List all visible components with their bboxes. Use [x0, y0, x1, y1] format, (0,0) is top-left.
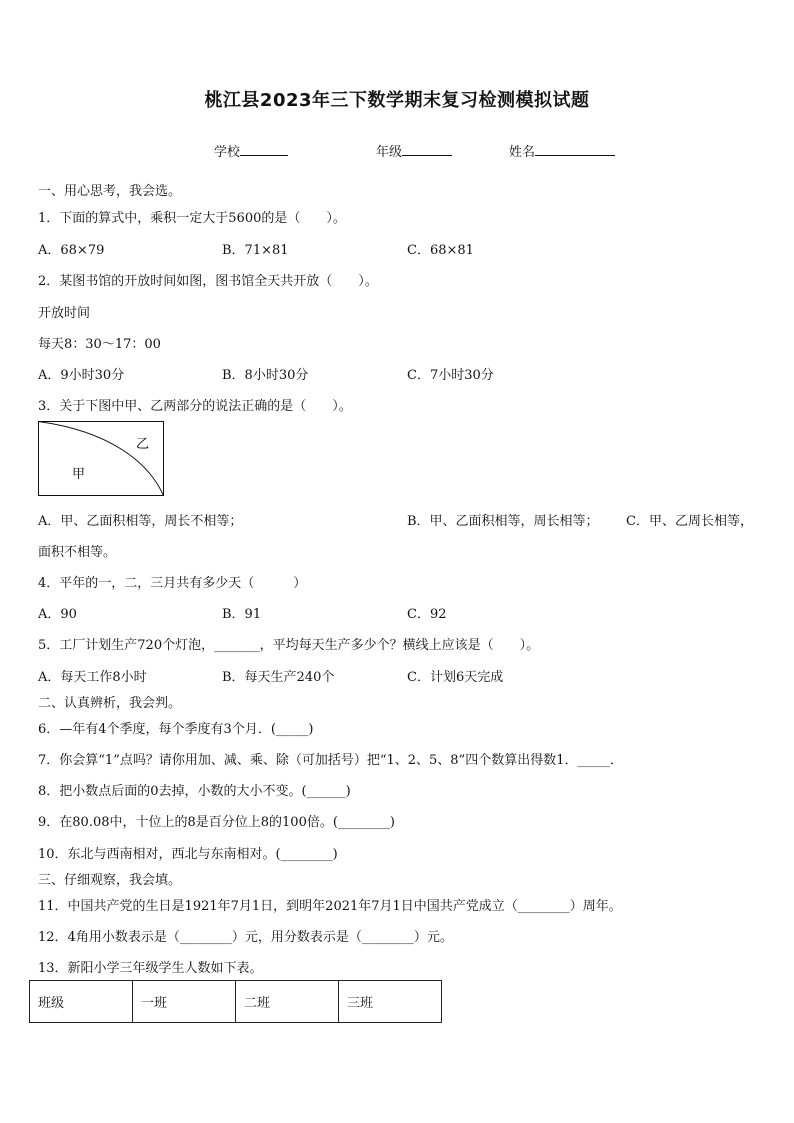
label-jia: 甲 — [72, 467, 86, 482]
q3-option-c-continued: 面积不相等。 — [38, 545, 117, 560]
school-label: 学校 — [214, 145, 241, 160]
q13-student-count-table — [29, 980, 442, 1023]
table-header-cell: 二班 — [236, 981, 339, 1023]
q2-line1: 开放时间 — [38, 306, 91, 321]
q3-option-a: A．甲、乙面积相等，周长不相等； — [38, 514, 243, 529]
grade-field[interactable] — [376, 141, 452, 160]
q11-stem: 11．中国共产党的生日是1921年7月1日，到明年2021年7月1日中国共产党成立（________）周年。 — [38, 899, 622, 914]
q7-stem: 7．你会算“1”点吗？请你用加、减、乘、除（可加括号）把“1、2、5、8”四个数算出得数1．_____． — [38, 753, 623, 768]
q4-option-b: B．91 — [222, 607, 262, 622]
q3-stem: 3．关于下图中甲、乙两部分的说法正确的是（ ）。 — [38, 399, 352, 414]
q1-stem: 1．下面的算式中，乘积一定大于5600的是（ ）。 — [38, 211, 346, 226]
school-blank[interactable] — [240, 142, 288, 156]
name-field[interactable] — [509, 141, 615, 160]
q8-stem: 8．把小数点后面的0去掉，小数的大小不变。(______) — [38, 784, 351, 799]
q5-option-b: B．每天生产240个 — [222, 670, 335, 685]
grade-blank[interactable] — [402, 142, 452, 156]
q4-option-c: C．92 — [407, 607, 447, 622]
q9-stem: 9．在80.08中，十位上的8是百分位上8的100倍。(________) — [38, 815, 395, 830]
q13-stem: 13．新阳小学三年级学生人数如下表。 — [38, 961, 263, 976]
page-title: 桃江县2023年三下数学期末复习检测模拟试题 — [204, 90, 590, 111]
figure-rectangle — [39, 422, 164, 496]
q1-option-c: C．68×81 — [407, 243, 474, 258]
q2-option-a: A．9小时30分 — [38, 368, 125, 383]
grade-label: 年级 — [376, 145, 403, 160]
table-header-cell: 三班 — [339, 981, 442, 1023]
q2-option-b: B．8小时30分 — [222, 368, 309, 383]
q1-option-a: A．68×79 — [38, 243, 105, 258]
figure-arc — [39, 422, 164, 496]
name-label: 姓名 — [509, 145, 536, 160]
label-yi: 乙 — [136, 437, 150, 452]
q1-option-b: B．71×81 — [222, 243, 289, 258]
table-row — [30, 981, 442, 1023]
q3-option-b: B．甲、乙面积相等，周长相等； — [407, 514, 599, 529]
table-header-cell: 一班 — [133, 981, 236, 1023]
q10-stem: 10．东北与西南相对，西北与东南相对。(________) — [38, 847, 338, 862]
table-header-cell: 班级 — [30, 981, 133, 1023]
q3-option-c: C．甲、乙周长相等， — [626, 514, 753, 529]
q6-stem: 6．—年有4个季度，每个季度有3个月．(_____) — [38, 722, 314, 737]
q3-figure-rectangle-arc — [38, 421, 164, 496]
q12-stem: 12．4角用小数表示是（________）元，用分数表示是（________）元。 — [38, 930, 453, 945]
q2-option-c: C．7小时30分 — [407, 368, 494, 383]
q5-option-c: C．计划6天完成 — [407, 670, 504, 685]
section-3-heading: 三、仔细观察，我会填。 — [38, 873, 182, 888]
school-field[interactable] — [214, 141, 288, 160]
q5-stem: 5．工厂计划生产720个灯泡，_______，平均每天生产多少个？横线上应该是（ ）。 — [38, 638, 540, 653]
q4-stem: 4．平年的一，二，三月共有多少天（ ） — [38, 576, 307, 591]
name-blank[interactable] — [535, 142, 615, 156]
q2-stem: 2．某图书馆的开放时间如图，图书馆全天共开放（ ）。 — [38, 274, 378, 289]
section-1-heading: 一、用心思考，我会选。 — [38, 184, 182, 199]
q2-line2: 每天8：30～17：00 — [38, 337, 161, 352]
q4-option-a: A．90 — [38, 607, 77, 622]
q5-option-a: A．每天工作8小时 — [38, 670, 147, 685]
section-2-heading: 二、认真辨析，我会判。 — [38, 696, 182, 711]
